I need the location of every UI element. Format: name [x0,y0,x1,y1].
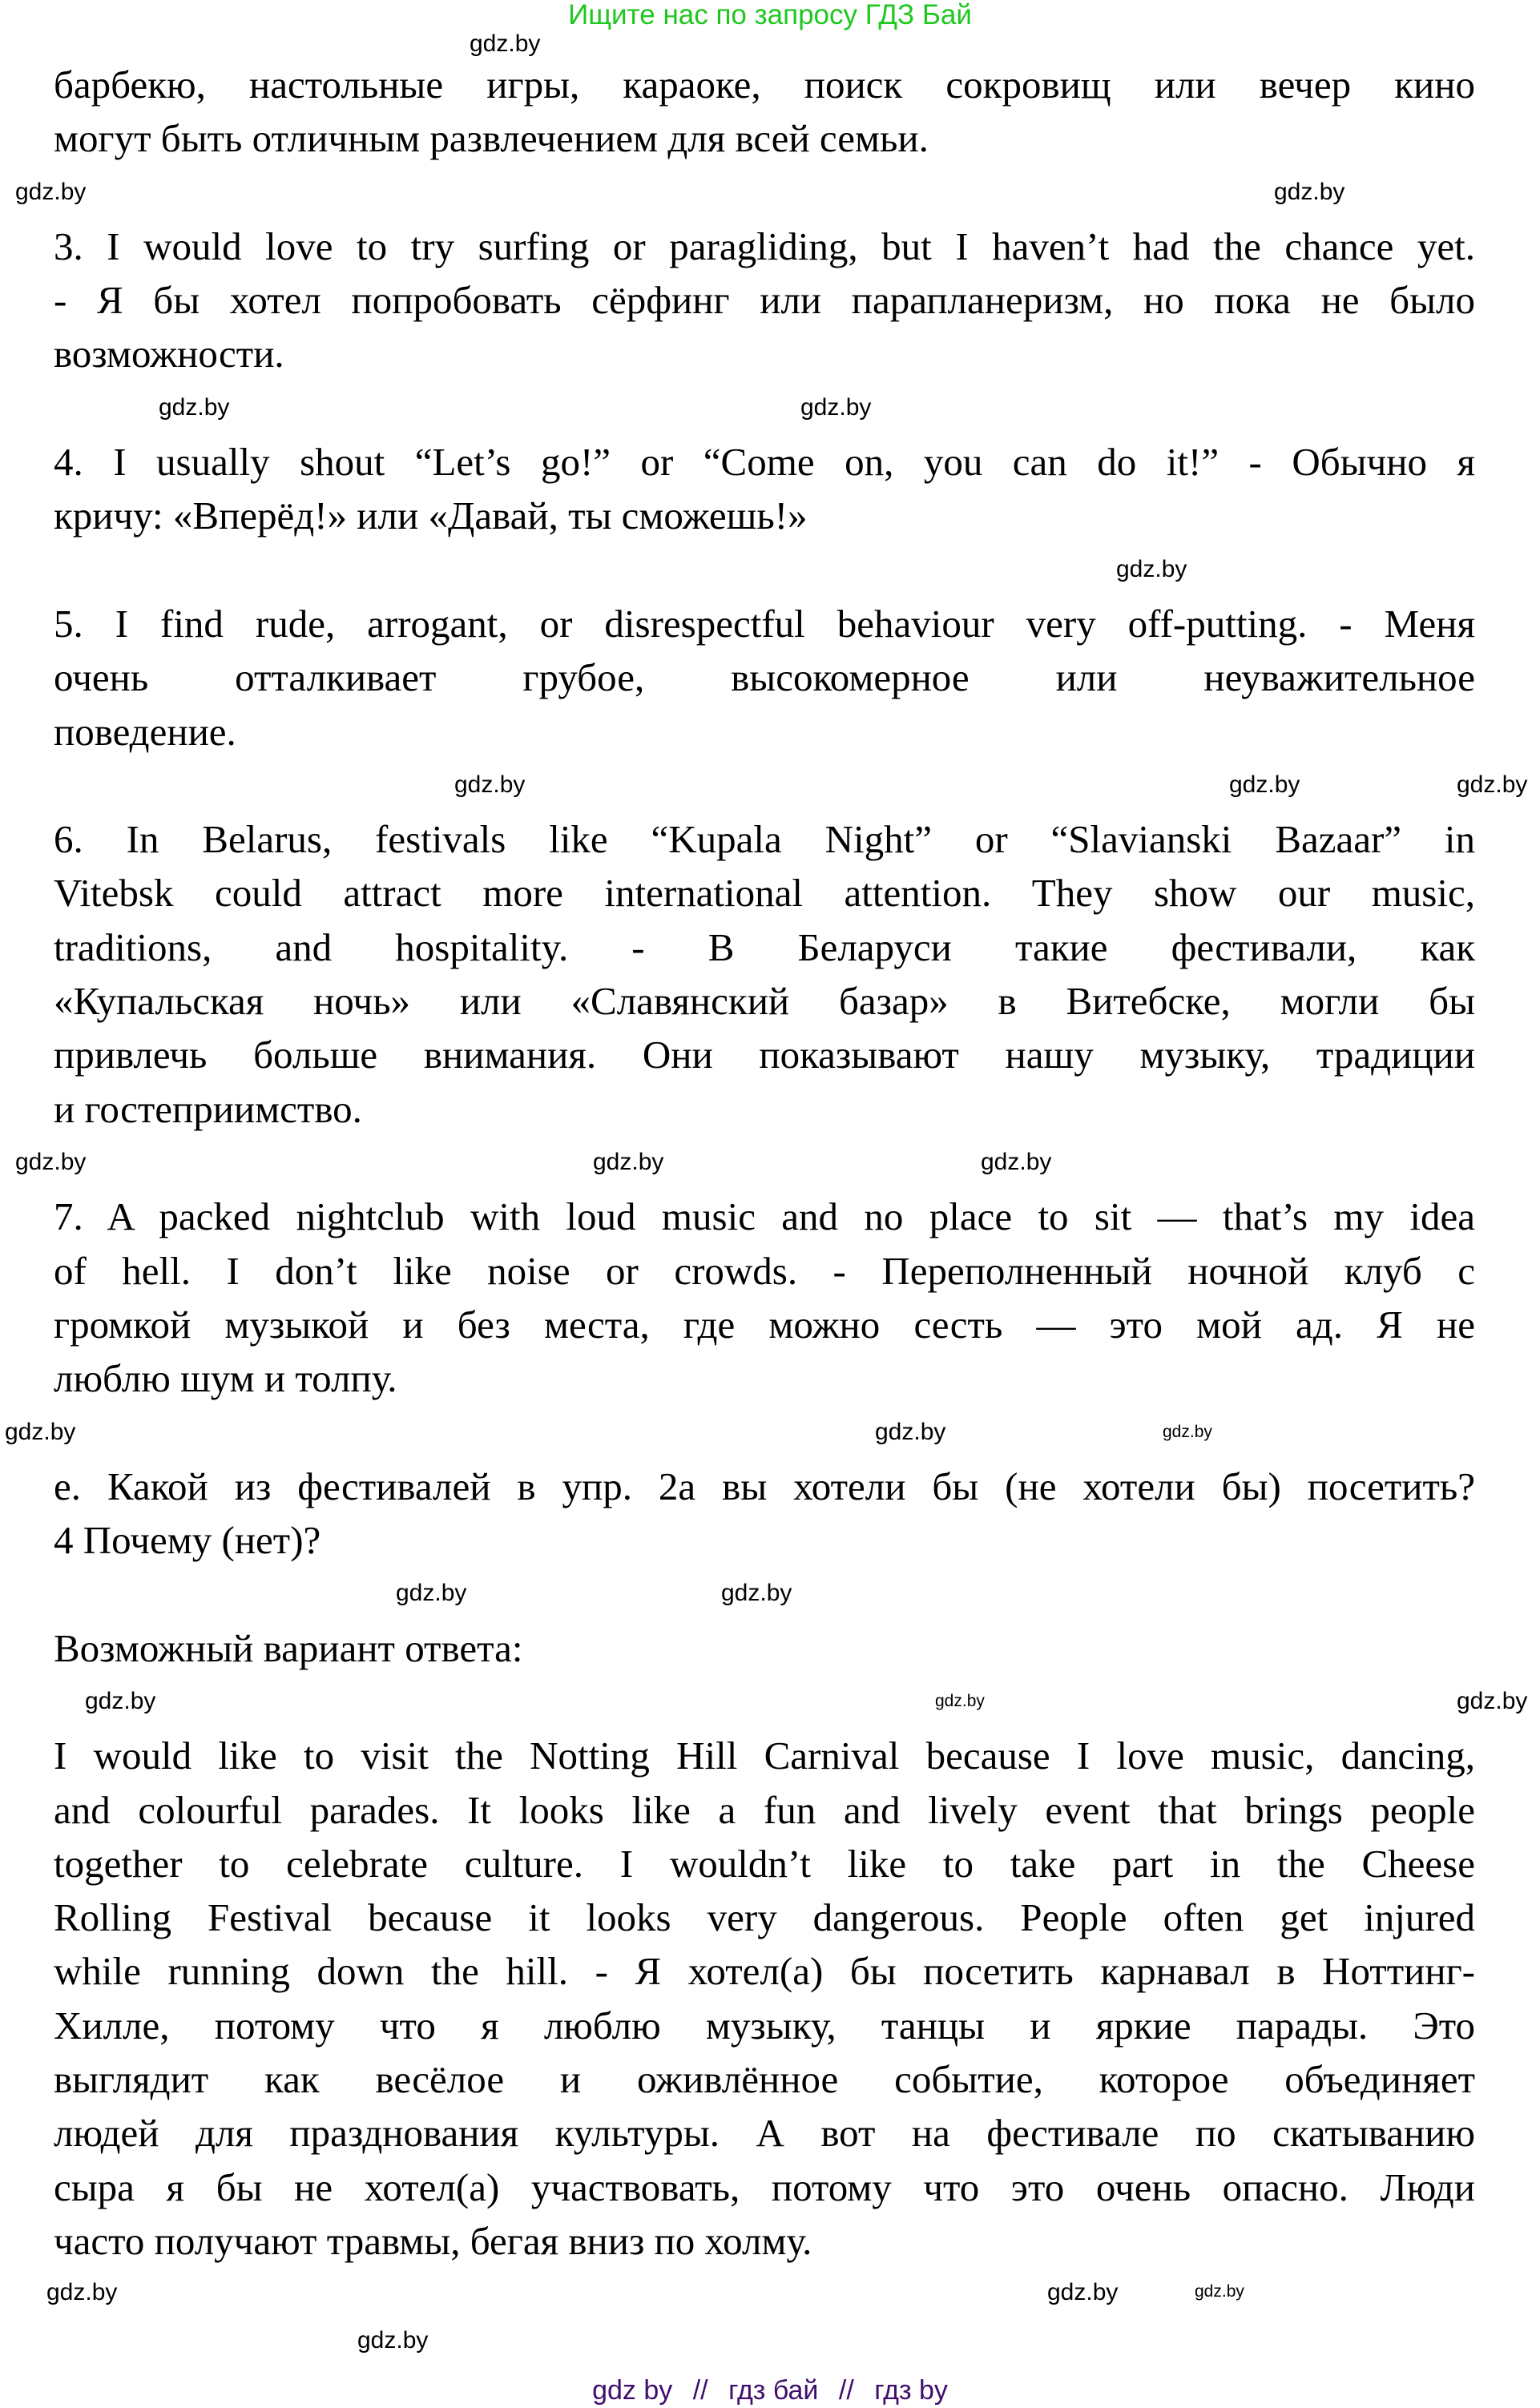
text-line: Vitebsk could attract more international attention. They show our music, [54,871,1475,916]
watermark: gdz.by [470,30,541,57]
paragraph [54,1190,1475,1405]
watermark: gdz.by [1229,771,1300,798]
text-line: поведение. [54,709,236,754]
text-line: traditions, and hospitality. - В Беларуси такие фестивали, как [54,924,1475,969]
text-line: возможности. [54,332,284,377]
footer-separator: // [692,2375,708,2406]
text-line: I would like to visit the Notting Hill Carnival because I love music, dancing, [54,1734,1475,1778]
footer-link-gdz-by[interactable]: gdz by [592,2375,673,2406]
text-line: - Я бы хотел попробовать сёрфинг или парапланеризм, но пока не было [54,278,1475,323]
text-line: together to celebrate culture. I wouldn’t like to take part in the Cheese [54,1841,1475,1886]
watermark: gdz.by [721,1580,792,1606]
paragraph [54,219,1475,381]
text-line: Хилле, потому что я люблю музыку, танцы и яркие парады. Это [54,2003,1475,2048]
watermark: gdz.by [15,179,87,205]
footer-links [0,2375,1540,2406]
text-line: 4. I usually shout “Let’s go!” or “Come on, you can do it!” - Обычно я [54,440,1475,485]
document-body [54,58,1475,2268]
text-line: while running down the hill. - Я хотел(а) бы посетить карнавал в Ноттинг- [54,1949,1475,1994]
search-banner: Ищите нас по запросу ГДЗ Бай [568,0,972,30]
text-line: «Купальская ночь» или «Славянский базар» в Витебске, могли бы [54,979,1475,1024]
watermark: gdz.by [800,394,872,421]
watermark: gdz.by [981,1149,1052,1175]
paragraph [54,58,1475,166]
paragraph [54,1621,1475,1675]
watermark: gdz.by [1274,179,1345,205]
paragraph [54,597,1475,759]
text-line: Возможный вариант ответа: [54,1625,523,1670]
watermark: gdz.by [15,1149,87,1175]
paragraph [54,1729,1475,2268]
watermark: gdz.by [875,1419,946,1445]
text-line: 6. In Belarus, festivals like “Kupala Night” or “Slavianski Bazaar” in [54,817,1475,862]
text-line: часто получают травмы, бегая вниз по холму. [54,2218,812,2263]
text-line: кричу: «Вперёд!» или «Давай, ты сможешь!» [54,493,808,538]
paragraph-spacer [54,1405,1475,1459]
paragraph-spacer [54,381,1475,435]
text-line: е. Какой из фестивалей в упр. 2а вы хотели бы (не хотели бы) посетить? [54,1464,1475,1508]
watermark: gdz.by [1195,2282,1244,2301]
watermark: gdz.by [159,394,230,421]
text-line: Rolling Festival because it looks very dangerous. People often get injured [54,1895,1475,1940]
watermark: gdz.by [46,2279,118,2305]
watermark: gdz.by [85,1688,156,1714]
text-line: людей для празднования культуры. А вот на фестивале по скатыванию [54,2111,1475,2156]
paragraph [54,435,1475,543]
paragraph-spacer [54,543,1475,597]
text-line: 4 Почему (нет)? [54,1518,321,1563]
text-line: сыра я бы не хотел(а) участвовать, потому что это очень опасно. Люди [54,2164,1475,2209]
text-line: люблю шум и толпу. [54,1356,397,1401]
text-line: and colourful parades. It looks like a fun and lively event that brings people [54,1787,1475,1832]
text-line: 7. A packed nightclub with loud music and no place to sit — that’s my idea [54,1194,1475,1239]
watermark: gdz.by [454,771,526,798]
watermark: gdz.by [593,1149,664,1175]
text-line: 3. I would love to try surfing or paragliding, but I haven’t had the chance yet. [54,223,1475,268]
footer-separator: // [838,2375,854,2406]
text-line: 5. I find rude, arrogant, or disrespectful behaviour very off-putting. - Меня [54,601,1475,646]
paragraph-spacer [54,1675,1475,1729]
watermark: gdz.by [935,1692,985,1710]
text-line: могут быть отличным развлечением для всей семьи. [54,116,929,161]
paragraph [54,1460,1475,1568]
watermark: gdz.by [1116,556,1187,582]
watermark: gdz.by [1457,1688,1528,1714]
footer-link-gdz-bai[interactable]: гдз бай [728,2375,819,2406]
footer-link-gdz-by-alt[interactable]: гдз by [874,2375,948,2406]
watermark: gdz.by [396,1580,467,1606]
paragraph-spacer [54,166,1475,219]
watermark: gdz.by [1457,771,1528,798]
text-line: громкой музыкой и без места, где можно сесть — это мой ад. Я не [54,1302,1475,1347]
watermark: gdz.by [5,1419,76,1445]
paragraph [54,812,1475,1136]
paragraph-spacer [54,1136,1475,1190]
text-line: барбекю, настольные игры, караоке, поиск сокровищ или вечер кино [54,62,1475,107]
watermark: gdz.by [1047,2279,1119,2305]
watermark: gdz.by [357,2327,429,2354]
text-line: выглядит как весёлое и оживлённое событие, которое объединяет [54,2056,1475,2101]
text-line: очень отталкивает грубое, высокомерное или неуважительное [54,655,1475,700]
text-line: и гостеприимство. [54,1086,362,1131]
text-line: привлечь больше внимания. Они показывают нашу музыку, традиции [54,1033,1475,1077]
text-line: of hell. I don’t like noise or crowds. - Переполненный ночной клуб с [54,1248,1475,1293]
watermark: gdz.by [1163,1423,1212,1441]
